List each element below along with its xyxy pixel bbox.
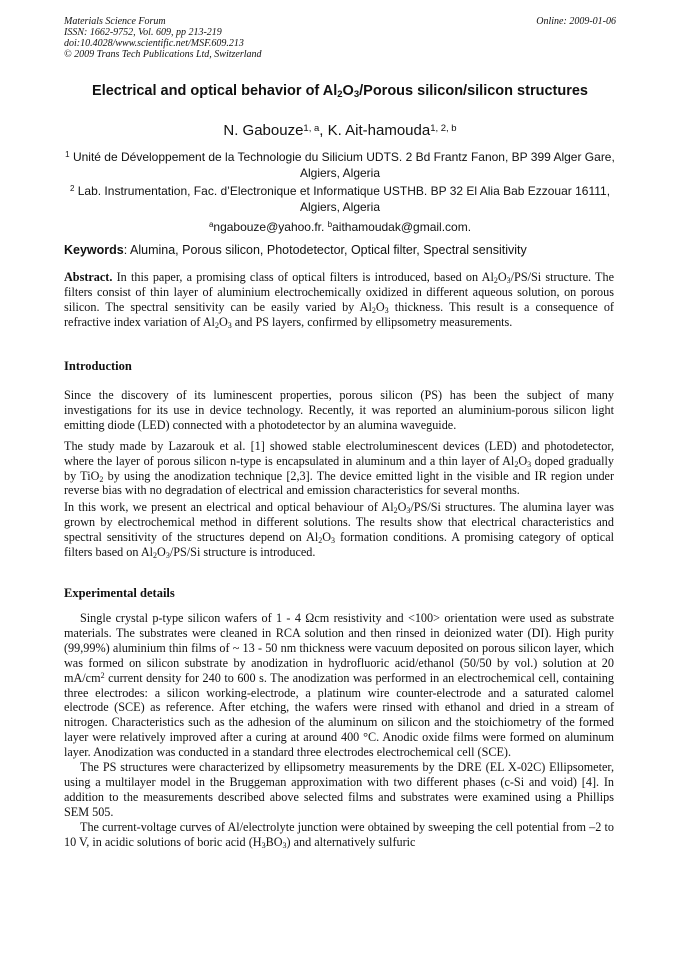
author-list (64, 121, 616, 141)
chem-sub: 3 (331, 536, 336, 546)
exp-paragraph-3 (64, 820, 614, 850)
chem-sub: 2 (493, 276, 498, 285)
exp-p3-text-1: The current-voltage curves of Al/electrolyte junction were obtained by sweeping the cell potential from –2 to 10 V, in acidic solutions of boric acid (H (64, 819, 614, 849)
author-2-affiliation: 1, 2, b (430, 123, 457, 134)
section-heading-introduction: Introduction (64, 359, 132, 373)
exp-paragraph-1 (64, 611, 614, 760)
abstract-text-3: thickness. This result is a consequence of refractive index variation of Al (64, 299, 614, 329)
abstract-label: Abstract. (64, 270, 113, 284)
author-emails (64, 219, 616, 235)
introduction-body (64, 388, 614, 560)
abstract-text-2: /PS/Si structure. The filters consist of thin layer of aluminium electrochemically oxidized in different aqueous solution, on porous silicon. The spectral sensitivity can be easily varied by Al (64, 270, 614, 314)
email-b: aithamoudak@gmail.com. (332, 220, 472, 234)
experimental-body (64, 611, 614, 850)
exp-paragraph-2: The PS structures were characterized by ellipsometry measurements by the DRE (EL X-02C) Ellipsometer, using a multilayer model in the Bruggeman approximation with two different phases (c-Si and void) [4]. In addition to the measurements described above selected films and substrates were examined using a Phillips SEM 505. (64, 760, 614, 819)
chem-o: O (497, 270, 507, 284)
email-a: ngabouze@yahoo.fr. (213, 220, 325, 234)
chem-sub: 2 (514, 459, 519, 469)
unit-superscript: 2 (100, 670, 105, 680)
intro-p2-text-3: by using the anodization technique [2,3]. The device emitted light in the visible and IR region under reverse bias with no degradation of electrical and emission characteristics for several months. (64, 468, 615, 498)
affiliation-1-number: 1 (65, 150, 70, 159)
title-text-1: Electrical and optical behavior of Al (92, 83, 338, 99)
email-a-marker: a (208, 220, 214, 229)
chem-sub: 2 (153, 551, 158, 561)
chem-sub: 3 (165, 551, 170, 561)
title-sub-1: 2 (337, 89, 343, 100)
chem-o: O (218, 314, 228, 329)
intro-p3-text-3: formation conditions. A promising category of optical filters based on Al (64, 530, 614, 560)
title-text-mid: O (342, 83, 354, 99)
abstract-text-4: and PS layers, confirmed by ellipsometry measurements. (231, 314, 513, 329)
chem-sub: 2 (318, 536, 323, 546)
keywords-text: : Alumina, Porous silicon, Photodetector, Optical filter, Spectral sensitivity (123, 243, 527, 257)
keywords-label: Keywords (64, 243, 124, 257)
author-separator: , (319, 122, 328, 139)
chem-o: O (518, 453, 528, 468)
intro-paragraph-2 (64, 439, 614, 499)
affiliation-1-text: Unité de Développement de la Technologie du Silicium UDTS. 2 Bd Frantz Fanon, BP 399 Alger Gare, Algiers, Algeria (69, 150, 615, 180)
author-1-affiliation: 1, a (303, 123, 320, 134)
chem-sub: 2 (214, 320, 219, 330)
chem-sub: 3 (384, 305, 389, 315)
chem-sub: 3 (506, 276, 511, 285)
author-2: K. Ait-hamouda (327, 122, 431, 139)
chem-o: O (397, 500, 407, 515)
chem-sub: 3 (282, 840, 287, 850)
journal-issn: ISSN: 1662-9752, Vol. 609, pp 213-219 (64, 27, 222, 38)
intro-p2-text-1: The study made by Lazarouk et al. [1] showed stable electroluminescent devices (LED) and photodetector, where the layer of porous silicon n-type is encapsulated in aluminum and a thin layer of Al (64, 438, 614, 468)
intro-p3-text-2: /PS/Si structures. The alumina layer was grown by electrochemical method in different solutions. The results show that electrical characteristics and spectral sensitivity of the structures depend on Al (64, 500, 614, 545)
affiliation-2 (64, 184, 616, 215)
journal-name: Materials Science Forum (64, 16, 166, 27)
abstract-text-1: In this paper, a promising class of optical filters is introduced, based on Al (112, 270, 494, 284)
chem-o: O (157, 545, 166, 560)
exp-p1-text-1: Single crystal p-type silicon wafers of 1 - 4 Ωcm resistivity and <100> orientation were used as substrate materials. The substrates were cleaned in RCA solution and then rinsed in deionized water (DI). High purity (99,99%) aluminium thin films of ~ 13 - 50 nm thickness were vacuum deposited on porous silicon layer, which was formed on silicon substrate by anodization in hydrofluoric acid/ethanol (50/50 by vol.) solution at 20 mA/cm (64, 611, 614, 685)
journal-doi: doi:10.4028/www.scientific.net/MSF.609.213 (64, 38, 244, 49)
keywords (64, 242, 624, 258)
chem-sub: 2 (99, 474, 104, 484)
section-heading-experimental: Experimental details (64, 586, 175, 600)
intro-p3-text-1: In this work, we present an electrical and optical behaviour of Al (64, 500, 394, 515)
paper-title (64, 82, 616, 100)
title-text-2: /Porous silicon/silicon structures (359, 83, 588, 99)
chem-o: O (375, 299, 385, 314)
chem-sub: 3 (227, 320, 232, 330)
journal-copyright: © 2009 Trans Tech Publications Ltd, Switzerland (64, 49, 262, 60)
affiliation-2-number: 2 (69, 184, 75, 193)
chem-bo: BO (265, 834, 283, 849)
intro-p3-text-4: /PS/Si structure is introduced. (169, 545, 316, 560)
title-sub-2: 3 (353, 89, 360, 100)
online-date: Online: 2009-01-06 (536, 16, 616, 27)
intro-paragraph-1: Since the discovery of its luminescent properties, porous silicon (PS) has been the subject of many investigations for its use in device technology. Recently, it was reported an aluminium-porous silicon light emitting diode (LED) connected with a photodetector by an alumina waveguide. (64, 388, 614, 432)
chem-sub: 3 (527, 459, 532, 469)
exp-p1-text-2: current density for 240 to 600 s. The anodization was performed in an electrochemical cell, containing three electrodes: a silicon working-electrode, a platinum wire counter-electrode and a saturated calomel electrode (SCE) as reference. After etching, the wafers were rinsed with ethanol and dried in a stream of nitrogen. Characteristics such as the adhesion of the aluminum on silicon and the stoichiometry of the formed layer were relatively improved after a curing at around 400 °C. Anodic oxide films were formed on aluminum layer. Anodization was conducted in a standard three electrodes electrochemical cell (SCE). (64, 670, 614, 760)
chem-sub: 2 (393, 506, 398, 516)
abstract (64, 270, 614, 330)
intro-p2-text-2: doped gradually by TiO (64, 453, 614, 483)
affiliation-2-text: Lab. Instrumentation, Fac. d’Electronique et Informatique USTHB. BP 32 El Alia Bab Ezzouar 16111, Algiers, Algeria (74, 184, 611, 214)
exp-p3-text-2: ) and alternatively sulfuric (286, 834, 416, 849)
abstract-paragraph (64, 270, 614, 330)
author-1: N. Gabouze (223, 122, 304, 139)
email-b-marker: b (327, 220, 333, 229)
chem-sub: 3 (406, 506, 411, 516)
chem-o: O (322, 530, 332, 545)
chem-sub: 2 (371, 305, 376, 315)
chem-sub: 3 (261, 840, 266, 850)
journal-header (64, 16, 262, 60)
affiliation-1 (64, 150, 616, 181)
intro-paragraph-3 (64, 500, 614, 560)
